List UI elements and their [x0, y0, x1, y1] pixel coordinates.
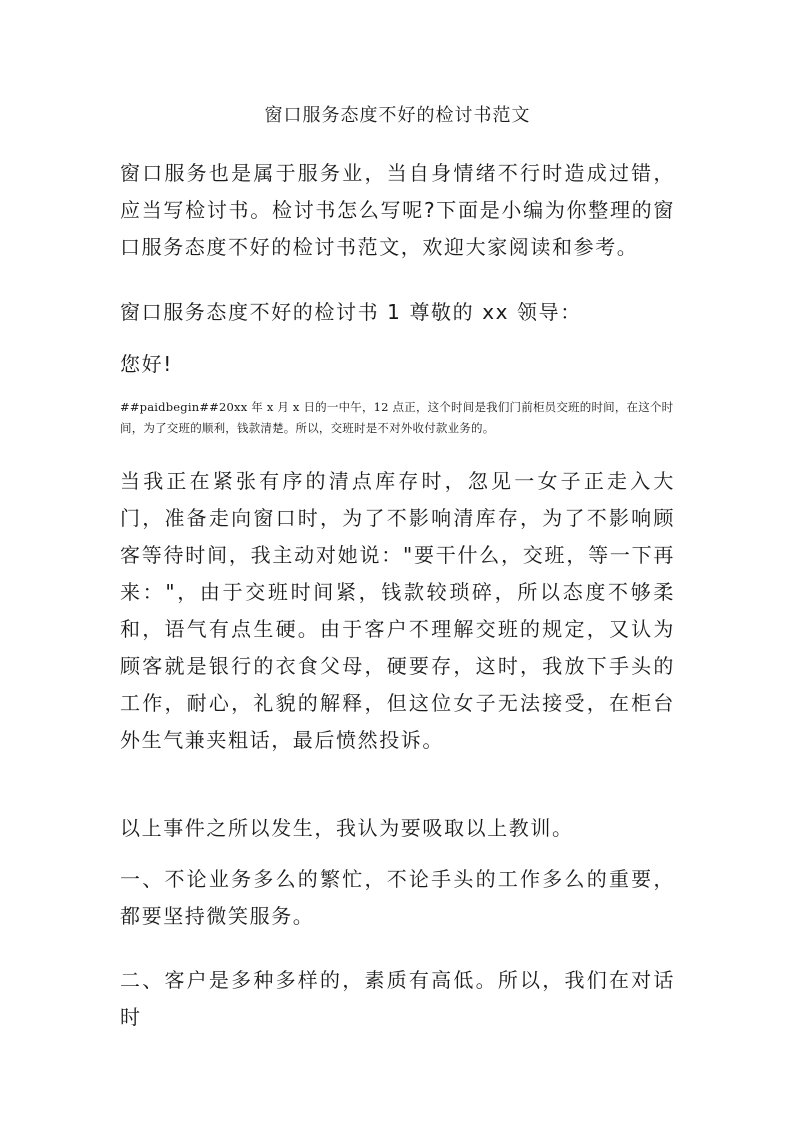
greeting: 您好!	[120, 352, 173, 376]
section-heading: 窗口服务态度不好的检讨书 1 尊敬的 xx 领导：	[120, 300, 582, 324]
point-one-paragraph: 一、不论业务多么的繁忙，不论手头的工作多么的重要，都要坚持微笑服务。	[120, 867, 675, 928]
incident-paragraph: 当我正在紧张有序的清点库存时，忽见一女子正走入大门，准备走向窗口时，为了不影响清库存，为了不影响顾客等待时间，我主动对她说："要干什么，交班，等一下再来："，由于交班时间紧，钱款较琐碎，所以态度不够柔和，语气有点生硬。由于客户不理解交班的规定，又认为顾客就是银行的衣食父母，硬要存，这时，我放下手头的工作，耐心，礼貌的解释，但这位女子无法接受，在柜台外生气兼夹粗话，最后愤然投诉。	[120, 469, 675, 752]
intro-paragraph: 窗口服务也是属于服务业，当自身情绪不行时造成过错，应当写检讨书。检讨书怎么写呢?下面是小编为你整理的窗口服务态度不好的检讨书范文，欢迎大家阅读和参考。	[120, 161, 675, 259]
lesson-intro-paragraph: 以上事件之所以发生，我认为要吸取以上教训。	[120, 816, 574, 840]
point-two-paragraph: 二、客户是多种多样的，素质有高低。所以，我们在对话时	[120, 968, 675, 1029]
small-print-paragraph: ##paidbegin##20xx 年 x 月 x 日的一中午，12 点正，这个时间是我们门前柜员交班的时间，在这个时间，为了交班的顺利，钱款清楚。所以，交班时是不对外收付款业务的。	[120, 400, 674, 435]
document-title: 窗口服务态度不好的检讨书范文	[264, 105, 531, 126]
